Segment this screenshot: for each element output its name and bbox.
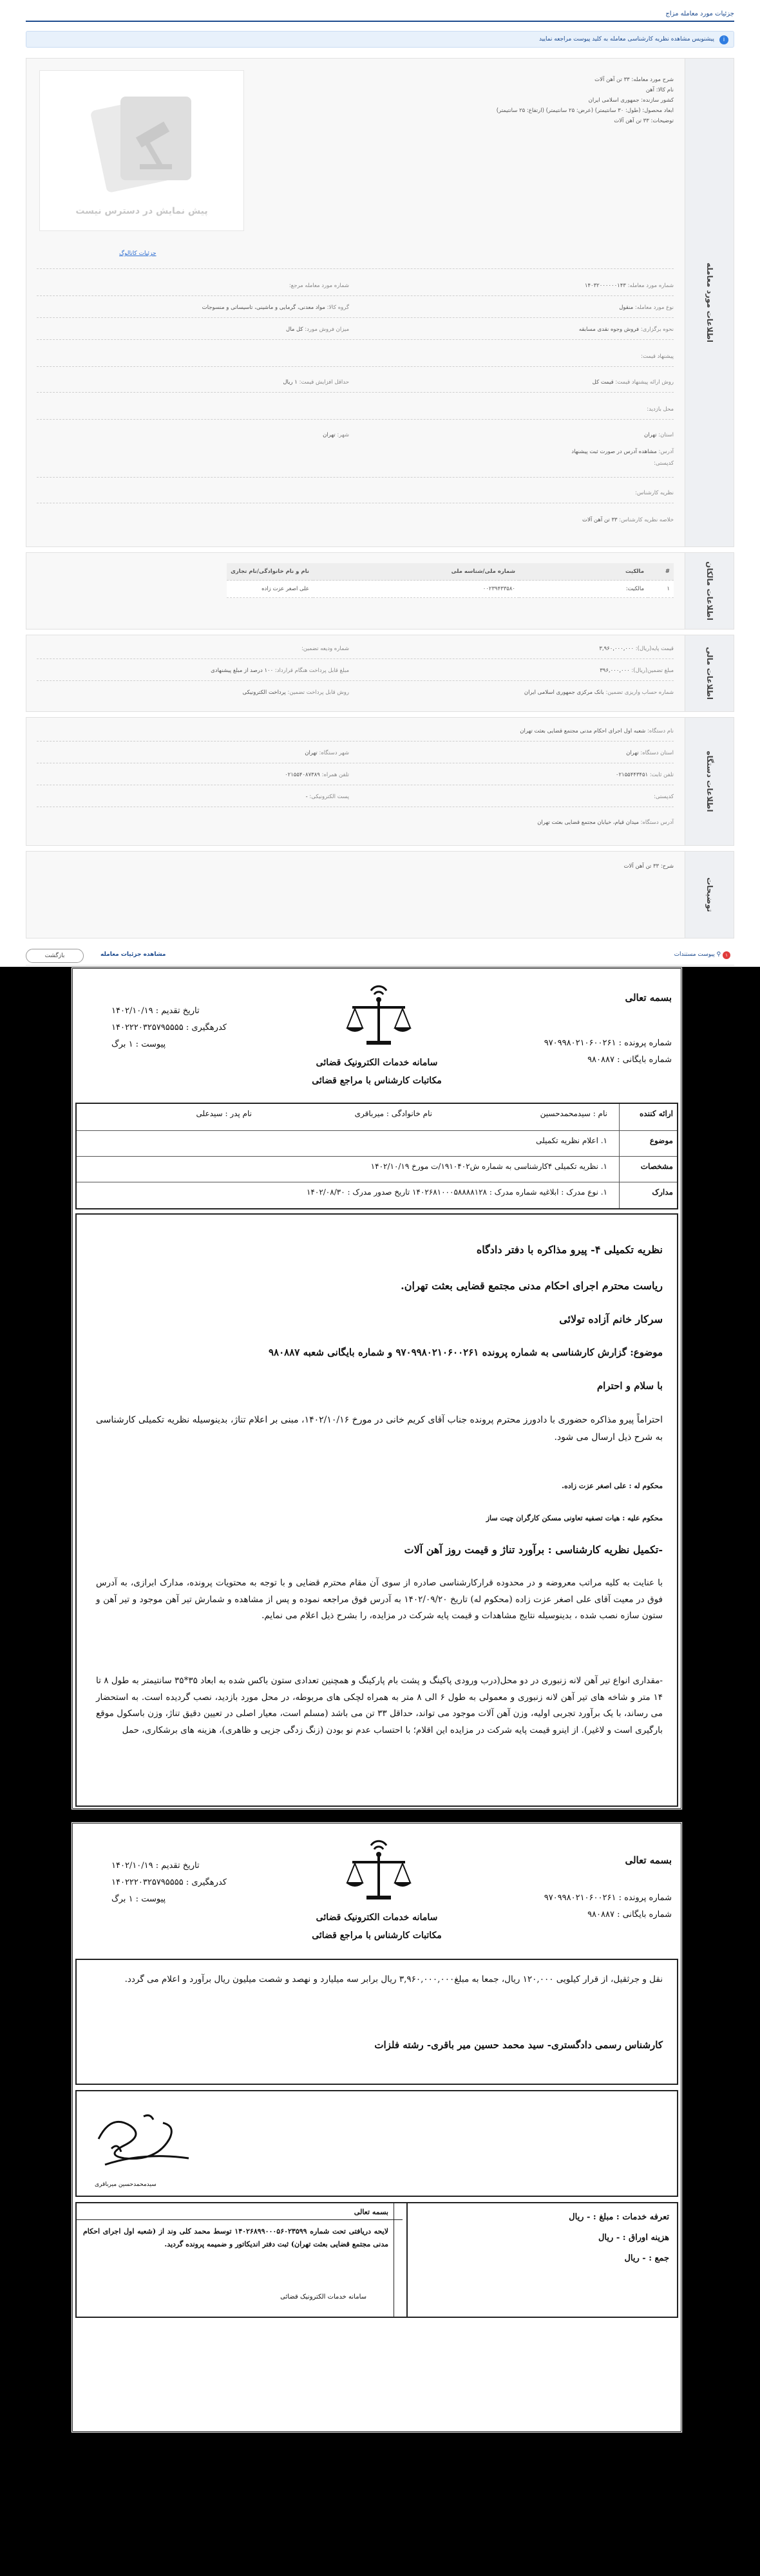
item-desc: شرح مورد معامله: ۳۳ تن آهن آلات (594, 77, 674, 83)
letterhead: بسمه تعالی شماره پرونده : ۹۷۰۹۹۸۰۲۱۰۶۰۰۲۶۱ شماره بایگانی : ۹۸۰۸۸۷ تاریخ تقدیم : ۱۴۰۲/۱۰/۱۹ کدرهگیری : ۱۴۰۲۲۲۰۳۲۵۷۹۵۵۵۵ پیوست : ۱ برگ سامانه خدمات الکترونیک قضائی مکاتبات کارشناس با مراجع قضائی (73, 969, 681, 1101)
field-visit-place: محل بازدید: (647, 406, 674, 413)
fee-section: تعرفه خدمات : مبلغ : - ریال هزینه اوراق : - ریال جمع : - ریال (406, 2203, 677, 2317)
item-dimensions: ابعاد محصول: (طول: ۳۰ سانتیمتر) (عرض: ۲۵ سانتیمتر) (ارتفاع: ۲۵ سانتیمتر) (496, 107, 674, 114)
attachments-tab[interactable]: ۱ ⚲ پیوست مستندات (674, 951, 730, 959)
notes-text: شرح: ۳۳ تن آهن آلات (623, 863, 674, 870)
fee-stamp-box (75, 2202, 678, 2318)
item-name: نام کالا: آهن (645, 87, 674, 93)
field-province: استان: تهران (643, 432, 674, 438)
field-min-increase: حداقل افزایش قیمت: ۱ ریال (283, 379, 349, 386)
field-ref-number: شماره مورد معامله مرجع: (289, 283, 349, 289)
page-title: جزئیات مورد معامله مزاج (665, 10, 734, 17)
item-country: کشور سازنده: جمهوری اسلامی ایران (588, 97, 674, 104)
signature-box: سیدمحمدحسین میرباقری (75, 2090, 678, 2197)
item-panel-body (26, 59, 684, 546)
field-office-email: پست الکترونیکی: - (305, 794, 349, 800)
item-notes: توضیحات: ۳۳ تن آهن آلات (614, 118, 674, 124)
document-page-2 (71, 1822, 683, 2433)
image-placeholder-icon (85, 84, 201, 200)
field-price-offer: پیشنهاد قیمت: (641, 353, 674, 360)
document-page-1 (71, 967, 683, 1810)
metadata-table: ارائه کننده نام : سیدمحمدحسین نام خانوادگی : میرباقری نام پدر : سیدعلی موضوع ۱. اعلام نظریه تکمیلی مشخصات ۱. نظریه تکمیلی ۴کارشناسی به شماره ش۱۹۱۰۴۰۲/ت مورخ ۱۴۰۲/۱۰/۱۹ مدارک ۱. نوع مدرک : ابلاغیه شماره مدرک : ۱۴۰۲۶۸۱۰۰۰۵۸۸۸۸۱۲۸ تاریخ صدور مدرک : ۱۴۰۲/۰۸/۳۰ (75, 1103, 678, 1209)
view-details-tab[interactable]: مشاهده جزئیات معامله (100, 951, 166, 958)
owners-table (227, 563, 674, 598)
owners-header-row: # مالکیت شماره ملی/شناسه ملی نام و نام خانوادگی/نام تجاری (227, 563, 674, 581)
field-office-phone: تلفن ثابت: ۰۲۱۵۵۴۴۳۴۵۱ (615, 772, 674, 778)
signature-image (86, 2100, 202, 2178)
document-viewer (0, 967, 760, 2576)
paperclip-icon: ⚲ (716, 951, 721, 958)
letter-body-continued: نقل و جرثقیل، از قرار کیلویی ۱۲۰,۰۰۰ ریال، جمعا به مبلغ۳,۹۶۰,۰۰۰,۰۰۰ ریال برابر سه میلیارد و نهصد و شصت میلیون ریال برآورد و اعلام می گردد. کارشناس رسمی دادگستری- سید محمد حسین میر باقری- رشته فلزات (75, 1959, 678, 2085)
field-city: شهر: تهران (323, 432, 349, 438)
page-header (26, 9, 734, 22)
field-office-province: استان دستگاه: تهران (626, 750, 674, 756)
field-offer-method: روش ارائه پیشنهاد قیمت: قیمت کل (592, 379, 674, 386)
office-panel: اطلاعات دستگاه نام دستگاه: شعبه اول اجرای احکام مدنی مجتمع قضایی بعثت تهران استان دستگاه: تهران شهر دستگاه: تهران تلفن ثابت: ۰۲۱۵۵۴۴۳۴۵۱ تلفن همراه: ۰۲۱۵۵۴۰۸۷۳۸۹ کدپستی: پست الکترونیکی: - آدرس دستگاه: میدان قیام، خیابان مجتمع قضایی بعثت تهران (26, 717, 734, 846)
letterhead: بسمه تعالی شماره پرونده : ۹۷۰۹۹۸۰۲۱۰۶۰۰۲۶۱ شماره بایگانی : ۹۸۰۸۸۷ تاریخ تقدیم : ۱۴۰۲/۱۰/۱۹ کدرهگیری : ۱۴۰۲۲۲۰۳۲۵۷۹۵۵۵۵ پیوست : ۱ برگ سامانه خدمات الکترونیک قضائی مکاتبات کارشناس با مراجع قضائی (73, 1824, 681, 1955)
field-pay-method: روش قابل پرداخت تضمین: پرداخت الکترونیکی (242, 689, 349, 696)
field-expert-opinion: نظریه کارشناس: (635, 490, 674, 496)
field-deal-number: شماره مورد معامله: ۱۴۰۳۲۰۰۰۰۰۰۱۴۳ (584, 283, 674, 289)
letter-body: نظریه تکمیلی ۴- پیرو مذاکره با دفتر دادگاه ریاست محترم اجرای احکام مدنی مجتمع قضایی بعثت تهران. سرکار خانم آزاده تولائی موضوع: گزارش کارشناسی به شماره پرونده ۹۷۰۹۹۸۰۲۱۰۶۰۰۲۶۱ و شماره بایگانی شعبه ۹۸۰۸۸۷ با سلام و احترام احتراماً پیرو مذاکره حضوری با دادورز محترم پرونده جناب آقای کریم خانی در مورخ ۱۴۰۲/۱۰/۱۶، مبنی بر اعلام تناژ، بدینوسیله نظریه تکمیلی کارشناسی به شرح ذیل ارسال می شود. محکوم له : علی اصغر عزت زاده. محکوم علیه : هیات تصفیه تعاونی مسکن کارگران چیت ساز -تکمیل نظریه کارشناسی : برآورد تناژ و قیمت روز آهن آلات با عنایت به کلیه مراتب معروضه و در محدوده قرارکارشناسی صادره از سوی آن مقام محترم قضایی و با توجه به محتویات پرونده، مدارک ابرازی، به آدرس فوق در معیت آقای علی اصغر عزت زاده (محکوم له) تاریخ ۱۴۰۲/۰۹/۲۰ به آدرس فوق مراجعه نموده و پس از مشاهده و شمارش تیر آهن موجود و تیر آهن و ستون سازه نصب شده ، بدینوسیله نتایج مشاهدات و قیمت پایه شرکت در مزایده، را بشرح ذیل اعلام می نمایم. -مقداری انواع تیر آهن لانه زنبوری در دو محل(درب ورودی پاکینگ و پشت بام پارکینگ و همچنین تعدادی ستون باکس شده به ابعاد ۳۵*۳۵ سانتیمتر به طول ۸ تا ۱۴ متر و شاخه های تیر آهن لانه زنبوری و معمولی به طول ۶ الی ۸ متر به همراه لچکی های مربوطه، در محل مورد بازدید، نصب گردیده است. به استحضار می رساند، با یک برآورد تجربی اولیه، وزن آهن آلات موجود می تواند، حداقل ۳۳ تن می باشد (مسلم است، معیار اصلی در تعیین دقیق تناژ، وزن باسکول موقع بارگیری است و لاغیر). از اینرو قیمت پایه شرکت در مزایده این اقلام؛ با احتساب عدم نو بودن (زنگ زدگی جزیی و ظاهری)، هزینه های برشکاری، حمل (75, 1213, 678, 1807)
info-alert (26, 31, 734, 48)
field-account: شماره حساب واریزی تضمین: بانک مرکزی جمهوری اسلامی ایران (524, 689, 674, 696)
field-office-name: نام دستگاه: شعبه اول اجرای احکام مدنی مجتمع قضایی بعثت تهران (520, 728, 674, 734)
field-base-price: قیمت پایه(ریال): ۳,۹۶۰,۰۰۰,۰۰۰ (599, 646, 674, 652)
item-panel-side: اطلاعات مورد معامله (685, 59, 734, 546)
field-address: آدرس: مشاهده آدرس در صورت ثبت پیشنهاد (571, 449, 674, 455)
field-method: نحوه برگزاری: فروش وجوه نقدی مسابقه (578, 326, 674, 333)
field-office-address: آدرس دستگاه: میدان قیام، خیابان مجتمع قضایی بعثت تهران (537, 819, 674, 826)
catalog-details-link[interactable]: جزئیات کاتالوگ (119, 250, 157, 257)
field-deal-type: نوع مورد معامله: منقول (619, 304, 674, 311)
info-icon: i (719, 35, 728, 44)
field-sale-amount: میزان فروش مورد: کل مال (286, 326, 349, 333)
field-postal: کدپستی: (654, 460, 674, 467)
action-bar (26, 946, 734, 966)
attachment-badge: ۱ (723, 951, 730, 959)
scales-of-justice-icon (343, 1835, 414, 1906)
registry-stamp: بسمه تعالی لایحه دریافتی تحت شماره ۱۴۰۲۶۸۹۹۰۰۰۵۶۰۲۳۵۹۹ توسط محمد کلی وند از (شعبه اول اجرای احکام مدنی مجتمع قضایی بعثت تهران) ثبت دفتر اندیکاتور و ضمیمه پرونده گردید. سامانه خدمات الکترونیک قضائی (77, 2203, 405, 2317)
finance-panel: اطلاعات مالی قیمت پایه(ریال): ۳,۹۶۰,۰۰۰,۰۰۰ شماره ودیعه تضمین: مبلغ تضمین(ریال): ۳۹۶,۰۰۰,۰۰۰ مبلغ قابل پرداخت هنگام قرارداد: ۱۰۰ درصد از مبلغ پیشنهادی شماره حساب واریزی تضمین: بانک مرکزی جمهوری اسلامی ایران روش قابل پرداخت تضمین: پرداخت الکترونیکی (26, 635, 734, 712)
back-button[interactable]: بازگشت (26, 949, 84, 963)
field-payable: مبلغ قابل پرداخت هنگام قرارداد: ۱۰۰ درصد از مبلغ پیشنهادی (211, 667, 349, 674)
field-expert-summary: خلاصه نظریه کارشناس: ۳۳ تن آهن آلات (582, 517, 674, 523)
image-placeholder (39, 70, 244, 231)
item-panel (26, 58, 734, 547)
field-guarantee: مبلغ تضمین(ریال): ۳۹۶,۰۰۰,۰۰۰ (600, 667, 674, 674)
notes-panel: توضیحات شرح: ۳۳ تن آهن آلات (26, 851, 734, 938)
divider (37, 268, 674, 269)
no-image-text: پیش نمایش در دسترس نیست (75, 206, 208, 216)
field-office-postal: کدپستی: (654, 794, 674, 800)
field-deposit-number: شماره ودیعه تضمین: (301, 646, 349, 652)
field-goods-group: گروه کالا: مواد معدنی، گرمایی و ماشینی، تاسیساتی و منسوجات (202, 304, 349, 311)
owners-panel: اطلاعات مالکان # مالکیت شماره ملی/شناسه ملی نام و نام خانوادگی/نام تجاری ۱ مالکیت: ۰۰۲۳۹۴۳۳۵۸۰ علی اصغر عزت زاده (26, 552, 734, 630)
table-row: ۱ مالکیت: ۰۰۲۳۹۴۳۳۵۸۰ علی اصغر عزت زاده (227, 581, 674, 598)
field-office-mobile: تلفن همراه: ۰۲۱۵۵۴۰۸۷۳۸۹ (285, 772, 349, 778)
alert-text: پیشنویس مشاهده نظریه کارشناسی معامله به کلید پیوست مراجعه نمایید (539, 36, 714, 42)
scales-of-justice-icon (343, 980, 414, 1051)
field-office-city: شهر دستگاه: تهران (305, 750, 349, 756)
